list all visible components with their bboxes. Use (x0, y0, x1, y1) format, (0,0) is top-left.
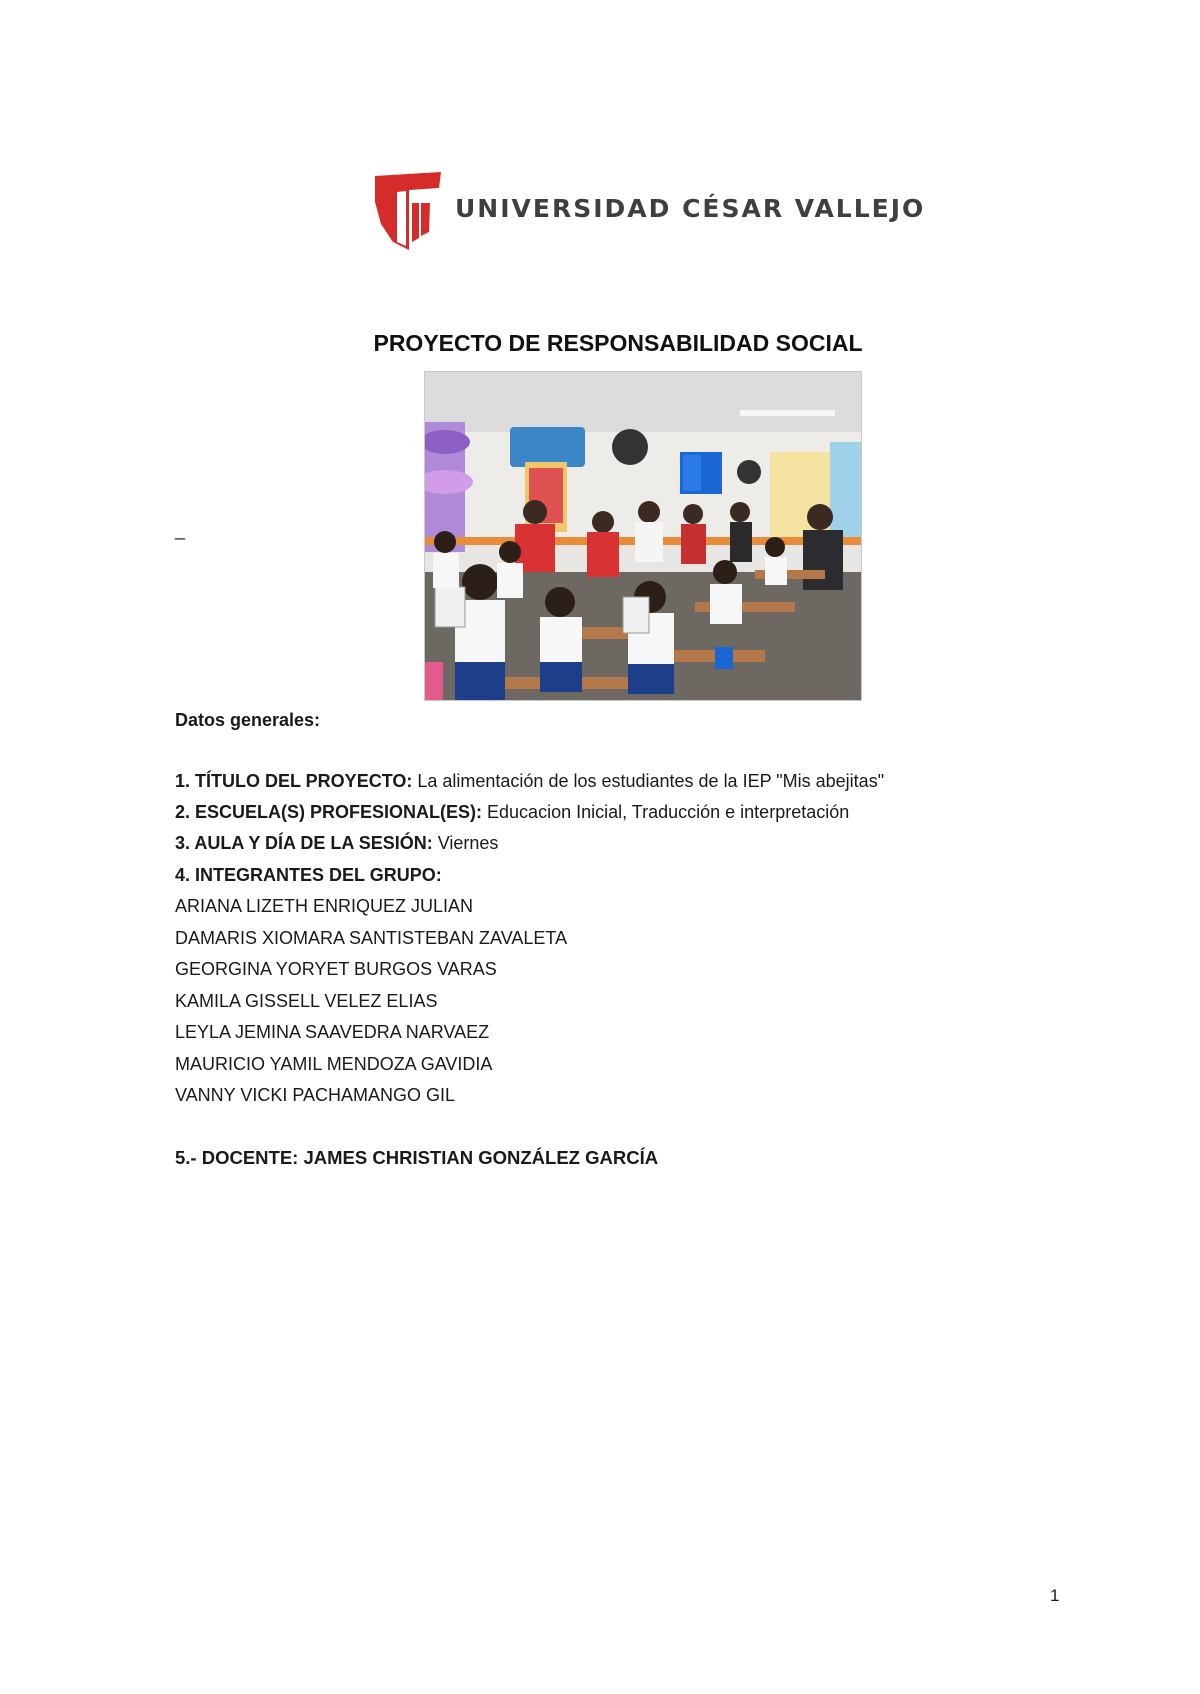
field-label: 2. ESCUELA(S) PROFESIONAL(ES): (175, 802, 483, 822)
field-project-title (175, 770, 884, 792)
field-value: Educacion Inicial, Traducción e interpretación (482, 802, 850, 822)
field-schools (175, 801, 849, 823)
list-item: GEORGINA YORYET BURGOS VARAS (175, 959, 497, 979)
field-label: 5.- DOCENTE: (175, 1147, 299, 1168)
list-item: DAMARIS XIOMARA SANTISTEBAN ZAVALETA (175, 927, 568, 948)
classroom-photo (424, 371, 862, 701)
teacher-name: JAMES CHRISTIAN GONZÁLEZ GARCÍA (298, 1147, 659, 1168)
field-value: La alimentación de los estudiantes de la IEP "Mis abejitas" (412, 771, 885, 791)
list-item: KAMILA GISSELL VELEZ ELIAS (175, 990, 438, 1011)
field-value: Viernes (432, 833, 499, 853)
field-members-heading (175, 864, 442, 886)
ucv-logo-icon (373, 172, 443, 252)
field-label: 1. TÍTULO DEL PROYECTO: (175, 771, 413, 791)
field-label: 3. AULA Y DÍA DE LA SESIÓN: (175, 833, 433, 853)
members-list (175, 895, 567, 1116)
list-item: MAURICIO YAMIL MENDOZA GAVIDIA (175, 1053, 493, 1074)
field-teacher (175, 1147, 658, 1169)
field-label: 4. INTEGRANTES DEL GRUPO: (175, 865, 442, 885)
list-item: LEYLA JEMINA SAAVEDRA NARVAEZ (175, 1022, 490, 1042)
field-session (175, 832, 498, 854)
stray-mark: _ (175, 520, 186, 540)
university-name: UNIVERSIDAD CÉSAR VALLEJO (455, 194, 926, 223)
section-heading: Datos generales: (175, 710, 321, 730)
document-title: PROYECTO DE RESPONSABILIDAD SOCIAL (373, 330, 863, 356)
university-logo (373, 172, 926, 252)
list-item: VANNY VICKI PACHAMANGO GIL (175, 1085, 456, 1105)
list-item: ARIANA LIZETH ENRIQUEZ JULIAN (175, 896, 474, 916)
classroom-photo-illustration (425, 372, 861, 700)
page-number: 1 (1050, 1586, 1060, 1605)
